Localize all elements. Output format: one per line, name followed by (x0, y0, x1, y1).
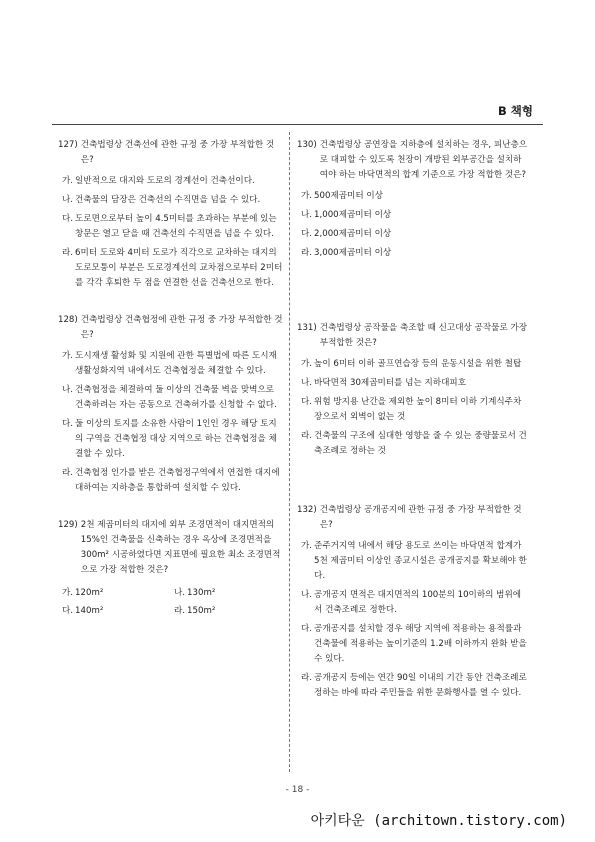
option-ra (301, 246, 529, 261)
question-number: 127) (58, 140, 78, 150)
exam-booklet-type: B 책형 (498, 104, 533, 118)
option-text: 도로면으로부터 높이 4.5미터를 초과하는 부분에 있는 창문은 열고 닫을 때 건축선의 수직면을 넘을 수 있다. (75, 214, 277, 239)
option-label: 다. (62, 419, 74, 429)
left-column (58, 138, 284, 619)
option-label: 나. (62, 195, 74, 205)
option-text: 6미터 도로와 4미터 도로가 직각으로 교차하는 대지의 도로모퉁이 부분은 도로경계선의 교차점으로부터 2미터를 각각 후퇴한 두 점을 연결한 선을 건축선으로 한다. (75, 248, 283, 288)
option-ra (301, 671, 529, 701)
option-ga (301, 539, 529, 584)
option-text: 높이 6미터 이하 골프연습장 등의 운동시설을 위한 철탑 (314, 359, 522, 369)
question-130 (297, 138, 529, 261)
option-ga (301, 357, 529, 372)
option-text: 바닥면적 30제곱미터를 넘는 지하대피호 (314, 378, 467, 388)
option-text: 1,000제곱미터 이상 (314, 210, 392, 220)
option-text: 둘 이상의 토지를 소유한 사람이 1인인 경우 해당 토지의 구역을 건축협정 대상 지역으로 하는 건축협정을 체결할 수 있다. (75, 419, 277, 459)
option-text: 공개공지 등에는 연간 90일 이내의 기간 동안 건축조례로 정하는 바에 따라 주민들을 위한 문화행사를 열 수 있다. (314, 673, 527, 698)
question-number: 130) (297, 140, 317, 150)
option-label: 나. (301, 590, 313, 600)
option-ga (301, 189, 529, 204)
option-label: 다. (301, 229, 313, 239)
question-stem: 건축법령상 건축협정에 관한 규정 중 가장 부적합한 것은? (80, 315, 283, 340)
option-label: 라. (62, 248, 74, 258)
option-label: 가. (301, 359, 313, 369)
option-text: 건축협정 인가를 받은 건축협정구역에서 연접한 대지에 대하여는 지하층을 통합하여 설치할 수 있다. (75, 468, 280, 493)
option-da (301, 227, 529, 242)
option-label: 나. (301, 210, 313, 220)
question-stem: 건축법령상 공연장을 지하층에 설치하는 경우, 피난층으로 대피할 수 있도록 천장이 개방된 외부공간을 설치하여야 하는 바닥면적의 합계 기준으로 가장 적합한 것은? (319, 140, 528, 180)
option-na (62, 193, 284, 208)
option-text: 140m² (75, 606, 104, 616)
option-na (301, 376, 529, 391)
options-grid (62, 586, 284, 619)
header-rule (52, 124, 543, 125)
option-text: 건축협정을 체결하여 둘 이상의 건축물 벽을 맞벽으로 건축하려는 자는 공동으로 건축허가를 신청할 수 없다. (75, 385, 277, 410)
question-stem: 2천 제곱미터의 대지에 외부 조경면적이 대지면적의 15%인 건축물을 신축하는 경우 옥상에 조경면적을 300m² 시공하였다면 지표면에 필요한 최소 조경면적으로 가장 적합한 것은? (80, 520, 281, 575)
option-da (62, 604, 174, 619)
option-ra (62, 466, 284, 496)
option-na (301, 208, 529, 223)
option-ga (62, 174, 284, 189)
option-label: 라. (301, 673, 313, 683)
question-number: 132) (297, 505, 317, 515)
option-ga (62, 586, 174, 601)
option-text: 공개공지 면적은 대지면적의 100분의 10이하의 범위에서 건축조례로 정한다. (314, 590, 522, 615)
question-number: 131) (297, 323, 317, 333)
option-label: 라. (301, 431, 313, 441)
option-label: 다. (62, 606, 74, 616)
option-da (301, 395, 529, 425)
option-label: 가. (62, 351, 74, 361)
question-131 (297, 321, 529, 459)
option-label: 가. (301, 541, 313, 551)
option-label: 다. (301, 397, 313, 407)
option-text: 3,000제곱미터 이상 (314, 248, 392, 258)
option-text: 일반적으로 대지와 도로의 경계선이 건축선이다. (75, 176, 255, 186)
option-text: 500제곱미터 이상 (314, 191, 383, 201)
column-divider (289, 132, 290, 772)
question-127 (58, 138, 284, 291)
option-label: 나. (301, 378, 313, 388)
option-label: 가. (301, 191, 313, 201)
option-text: 150m² (187, 606, 216, 616)
option-na (301, 588, 529, 618)
right-column (297, 138, 529, 701)
question-stem: 건축법령상 공개공지에 관한 규정 중 가장 부적합한 것은? (319, 505, 522, 530)
option-label: 가. (62, 588, 74, 598)
option-label: 가. (62, 176, 74, 186)
option-text: 공개공지를 설치할 경우 해당 지역에 적용하는 용적률과 건축물에 적용하는 높이기준의 1.2배 이하까지 완화 받을 수 있다. (314, 624, 527, 664)
option-text: 건축물의 담장은 건축선의 수직면을 넘을 수 있다. (75, 195, 261, 205)
option-text: 130m² (187, 588, 216, 598)
question-stem: 건축법령상 건축선에 관한 규정 중 가장 부적합한 것은? (80, 140, 275, 165)
question-number: 128) (58, 315, 78, 325)
site-watermark: 아키타운 (architown.tistory.com) (310, 813, 567, 829)
option-text: 준주거지역 내에서 해당 용도로 쓰이는 바닥면적 합계가 5천 제곱미터 이상인 종교시설은 공개공지를 확보해야 한다. (314, 541, 527, 581)
option-label: 나. (174, 588, 186, 598)
option-ra (174, 604, 286, 619)
option-ga (62, 349, 284, 379)
option-da (301, 622, 529, 667)
option-label: 다. (301, 624, 313, 634)
option-text: 도시재생 활성화 및 지원에 관한 특별법에 따른 도시재생활성화지역 내에서도 건축협정을 체결할 수 있다. (75, 351, 277, 376)
question-129 (58, 518, 284, 619)
option-ra (62, 246, 284, 291)
question-128 (58, 313, 284, 496)
option-na (62, 383, 284, 413)
option-label: 라. (174, 606, 186, 616)
option-label: 나. (62, 385, 74, 395)
option-ra (301, 429, 529, 459)
option-text: 120m² (75, 588, 104, 598)
question-stem: 건축법령상 공작물을 축조할 때 신고대상 공작물로 가장 부적합한 것은? (319, 323, 528, 348)
option-text: 위험 방지용 난간을 제외한 높이 8미터 이하 기계식주차장으로서 외벽이 없는 것 (314, 397, 522, 422)
option-da (62, 212, 284, 242)
option-da (62, 417, 284, 462)
option-label: 라. (62, 468, 74, 478)
option-label: 다. (62, 214, 74, 224)
option-text: 건축물의 구조에 심대한 영향을 줄 수 있는 중량물로서 건축조례로 정하는 것 (314, 431, 527, 456)
page-number: - 18 - (285, 785, 310, 795)
question-number: 129) (58, 520, 78, 530)
option-label: 라. (301, 248, 313, 258)
option-text: 2,000제곱미터 이상 (314, 229, 392, 239)
question-132 (297, 503, 529, 701)
option-na (174, 586, 286, 601)
